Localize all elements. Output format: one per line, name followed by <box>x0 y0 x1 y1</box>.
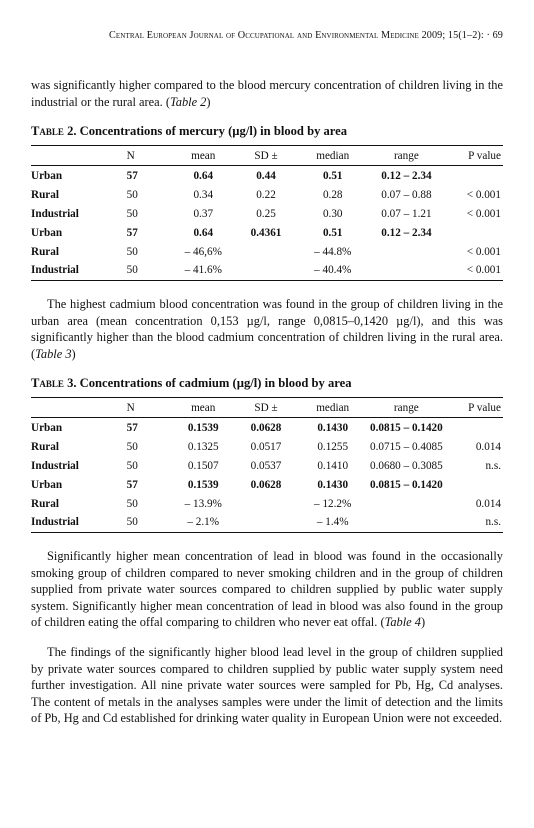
n-cell: 50 <box>126 459 138 472</box>
n-cell: 57 <box>126 226 138 239</box>
range-cell: 0.07 – 0.88 <box>381 189 432 202</box>
paragraph-end: ) <box>420 615 426 629</box>
range-cell: 0.12 – 2.34 <box>381 170 432 183</box>
mean-cell: 0.1539 <box>187 422 219 435</box>
table-row <box>31 418 503 438</box>
paragraph-text: The highest cadmium blood concentration was found in the group of children living in the urban area (mean concentration 0,153 µg/l, range 0,0815–0,1420 µg/l), and this was significantly higher than the blood cadmium concentration of children living in the rural area. ( <box>31 297 503 361</box>
row-label: Urban <box>31 478 63 491</box>
pvalue-cell <box>445 418 503 438</box>
pvalue-cell: 0.014 <box>475 441 501 454</box>
table-row <box>31 205 503 224</box>
n-cell: 50 <box>126 207 138 220</box>
table-reference[interactable]: Table 3 <box>35 346 72 361</box>
range-cell: 0.07 – 1.21 <box>381 207 432 220</box>
sd-cell: 0.0628 <box>250 478 282 491</box>
header-median: median <box>298 146 368 166</box>
paragraph-cadmium <box>31 296 503 362</box>
sd-cell: 0.25 <box>256 207 276 220</box>
table-reference[interactable]: Table 4 <box>384 615 421 629</box>
table-row <box>31 457 503 476</box>
pvalue-cell <box>445 223 503 242</box>
n-cell: 50 <box>127 261 173 280</box>
median-cell: 0.51 <box>322 170 343 183</box>
header-sd: SD ± <box>234 146 298 166</box>
mean-cell: 0.1539 <box>187 478 219 491</box>
header-range: range <box>368 398 446 418</box>
sd-cell: 0.0628 <box>250 422 282 435</box>
table3-label: Table <box>31 376 64 390</box>
journal-name: Central European Journal of Occupational and Environmental Medicine <box>109 30 419 41</box>
header-median: median <box>298 398 368 418</box>
sd-cell: 0.22 <box>256 189 276 202</box>
pvalue-cell: < 0.001 <box>466 245 501 258</box>
range-cell: 0.12 – 2.34 <box>381 226 432 239</box>
sd-cell <box>234 513 298 532</box>
table-reference[interactable]: Table 2 <box>170 94 207 109</box>
table-row <box>31 223 503 242</box>
paragraph-mercury <box>31 77 503 110</box>
n-cell: 50 <box>126 189 138 202</box>
median-cell: 0.1255 <box>317 441 349 454</box>
sd-cell: 0.44 <box>256 170 276 183</box>
row-label: Industrial <box>31 513 127 532</box>
row-label: Industrial <box>31 261 127 280</box>
sd-cell: 0.0537 <box>250 459 282 472</box>
median-cell: 0.30 <box>322 207 343 220</box>
header-pvalue: P value <box>445 146 503 166</box>
range-cell: 0.0815 – 0.1420 <box>370 422 443 435</box>
median-cell: 0.51 <box>322 226 343 239</box>
pvalue-cell <box>445 475 503 494</box>
header-blank <box>31 398 127 418</box>
pvalue-cell: n.s. <box>485 459 501 472</box>
header-mean: mean <box>172 146 234 166</box>
table-row <box>31 475 503 494</box>
sd-cell <box>234 242 298 261</box>
mean-cell: – 2.1% <box>172 513 234 532</box>
mean-cell: 0.37 <box>193 207 214 220</box>
pvalue-cell: < 0.001 <box>445 261 503 280</box>
table-header-row <box>31 146 503 166</box>
table-row <box>31 242 503 261</box>
pvalue-cell <box>445 166 503 186</box>
row-label: Industrial <box>31 459 79 472</box>
header-n: N <box>127 398 173 418</box>
sd-cell: 0.4361 <box>250 226 282 239</box>
sd-cell: 0.0517 <box>250 441 282 454</box>
row-label: Rural <box>31 441 59 454</box>
table-row <box>31 186 503 205</box>
range-cell: 0.0815 – 0.1420 <box>370 478 443 491</box>
paragraph-findings: The findings of the significantly higher blood lead level in the group of children supplied by private water sources compared to children supplied by public water supply system need further investigation. All nine private water sources were sampled for Pb, Hg, Cd analyses. The content of metals in the analyses samples were under the limit of detection and the limits of Pb, Hg and Cd established for drinking water quality in European Union were not exceeded. <box>31 645 503 725</box>
sd-cell <box>234 261 298 280</box>
median-cell: 0.1430 <box>317 422 349 435</box>
n-cell: 50 <box>126 441 138 454</box>
row-label: Urban <box>31 170 63 183</box>
range-cell <box>368 513 446 532</box>
table-header-row <box>31 398 503 418</box>
table2-title: 2. Concentrations of mercury (µg/l) in blood by area <box>63 124 348 138</box>
n-cell: 50 <box>126 245 138 258</box>
median-cell: – 40.4% <box>298 261 368 280</box>
table-row <box>31 261 503 280</box>
row-label: Rural <box>31 497 59 510</box>
header-blank <box>31 146 127 166</box>
paragraph-text: was significantly higher compared to the blood mercury concentration of children living in the industrial or the rural area. ( <box>31 78 503 109</box>
n-cell: 50 <box>127 513 173 532</box>
paragraph-end: ) <box>206 94 211 109</box>
pvalue-cell: n.s. <box>445 513 503 532</box>
paragraph-end: ) <box>71 346 76 361</box>
mean-cell: 0.34 <box>193 189 214 202</box>
range-cell <box>368 494 446 513</box>
mean-cell: 0.1325 <box>187 441 219 454</box>
header-range: range <box>368 146 446 166</box>
header-mean: mean <box>172 398 234 418</box>
paragraph-lead <box>31 548 503 631</box>
range-cell <box>368 261 446 280</box>
table-row <box>31 513 503 532</box>
n-cell: 57 <box>126 422 138 435</box>
pvalue-cell: < 0.001 <box>466 207 501 220</box>
median-cell: – 12.2% <box>314 497 352 510</box>
table-row <box>31 438 503 457</box>
pvalue-cell: < 0.001 <box>466 189 501 202</box>
median-cell: 0.28 <box>322 189 343 202</box>
mean-cell: – 46,6% <box>184 245 222 258</box>
row-label: Urban <box>31 422 63 435</box>
mean-cell: 0.64 <box>193 170 214 183</box>
row-label: Industrial <box>31 207 79 220</box>
table-mercury <box>31 145 503 281</box>
journal-citation: 2009; 15(1–2): · 69 <box>421 30 503 41</box>
row-label: Rural <box>31 245 59 258</box>
header-n: N <box>127 146 173 166</box>
n-cell: 50 <box>126 497 138 510</box>
range-cell: 0.0680 – 0.3085 <box>370 459 443 472</box>
mean-cell: – 41.6% <box>172 261 234 280</box>
median-cell: – 1.4% <box>298 513 368 532</box>
mean-cell: 0.64 <box>193 226 214 239</box>
pvalue-cell: 0.014 <box>475 497 501 510</box>
median-cell: 0.1430 <box>317 478 349 491</box>
mean-cell: 0.1507 <box>187 459 219 472</box>
table2-caption <box>31 124 347 139</box>
table3-title: 3. Concentrations of cadmium (µg/l) in blood by area <box>63 376 352 390</box>
mean-cell: – 13.9% <box>184 497 222 510</box>
table2-label: Table <box>31 124 64 138</box>
running-header <box>0 30 503 41</box>
table-row <box>31 166 503 186</box>
table3-caption <box>31 376 352 391</box>
range-cell: 0.0715 – 0.4085 <box>370 441 443 454</box>
table-row <box>31 494 503 513</box>
table-cadmium <box>31 397 503 533</box>
range-cell <box>368 242 446 261</box>
median-cell: 0.1410 <box>317 459 349 472</box>
paragraph-text: Significantly higher mean concentration of lead in blood was found in the occasionally smoking group of children compared to never smoking children and in the group of children supplied from private water sources compared to children supplied by public water supply system. Significantly higher mean concentration of lead in blood was also found in the group of children eating the offal comparing to children who never eat offal. ( <box>31 549 503 629</box>
header-pvalue: P value <box>445 398 503 418</box>
row-label: Urban <box>31 226 63 239</box>
median-cell: – 44.8% <box>314 245 352 258</box>
header-sd: SD ± <box>234 398 298 418</box>
row-label: Rural <box>31 189 59 202</box>
n-cell: 57 <box>126 478 138 491</box>
n-cell: 57 <box>126 170 138 183</box>
sd-cell <box>234 494 298 513</box>
